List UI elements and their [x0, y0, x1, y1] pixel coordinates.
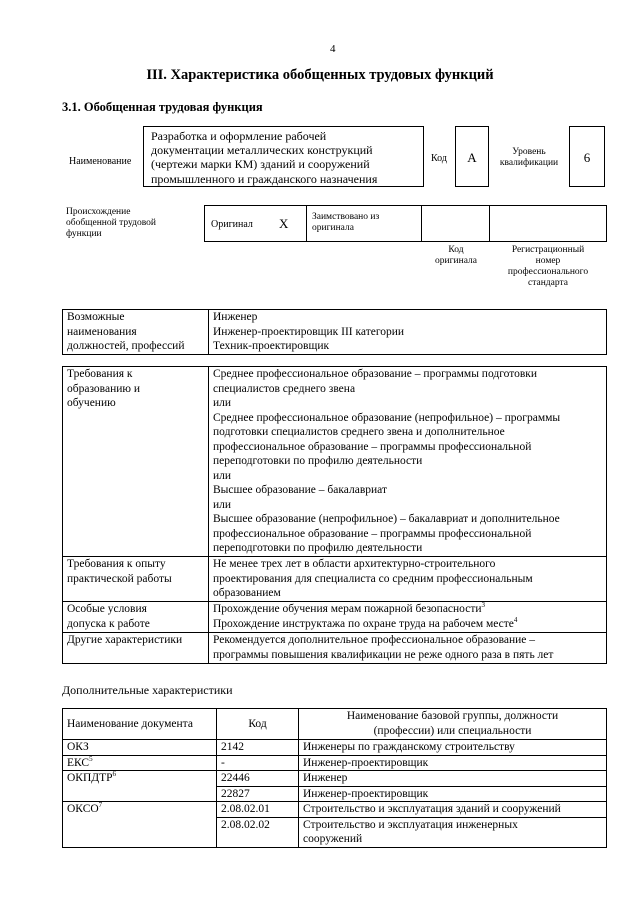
origin-table: [204, 205, 607, 242]
table-row: ОКЗ 2142 Инженеры по гражданскому строительству: [63, 740, 607, 756]
requirement-label: Особые условия допуска к работе: [63, 602, 209, 633]
origin-label: Происхождение обобщенной трудовой функции: [66, 207, 156, 239]
education-row: [63, 367, 607, 557]
header-code: Код: [217, 709, 299, 740]
borrowed-label: Заимствовано из оригинала: [312, 212, 380, 233]
section-title: III. Характеристика обобщенных трудовых функций: [146, 67, 494, 83]
header-name: Наименование базовой группы, должности (профессии) или специальности: [299, 709, 607, 740]
page-number: 4: [330, 43, 336, 55]
function-name-box: Разработка и оформление рабочей документации металлических конструкций (чертежи марки КМ) зданий и сооружений промышленного и гражданского назначения: [143, 126, 424, 187]
requirement-value: Прохождение обучения мерам пожарной безопасности$^3$ Прохождение инструктажа по охране труда на рабочем месте$^4$: [209, 602, 607, 633]
requirement-value: Не менее трех лет в области архитектурно-строительного проектирования для специалиста со средним профессиональным образованием: [209, 557, 607, 602]
subsection-title: 3.1. Обобщенная трудовая функция: [62, 100, 263, 114]
table-row: ЕКС$^5$ - Инженер-проектировщик: [63, 755, 607, 771]
code-label: Код: [431, 153, 447, 164]
table-row: 2.08.02.02 Строительство и эксплуатация инженерных сооружений: [63, 817, 607, 847]
additional-table: [62, 708, 607, 848]
requirement-label: Другие характеристики: [63, 633, 209, 664]
table-row: ОКСО$^7$ 2.08.02.01 Строительство и эксплуатация зданий и сооружений: [63, 802, 607, 818]
additional-title: Дополнительные характеристики: [62, 683, 233, 697]
original-mark: Х: [279, 216, 289, 231]
code-value: А: [455, 126, 489, 187]
positions-label: Возможные наименования должностей, профессий: [63, 310, 209, 355]
level-label: Уровень квалификации: [499, 147, 559, 168]
header-doc: Наименование документа: [63, 709, 217, 740]
requirement-label: Требования к образованию и обучению: [63, 367, 209, 557]
code-caption: Код оригинала: [435, 245, 477, 266]
requirement-value: Среднее профессиональное образование – программы подготовки специалистов среднего звена или Среднее профессиональное образование (непрофильное) – программы подготовки специалистов среднего звена и дополнительное профессиональное образование – программы профессиональной переподготовки по профилю деятельности или Высшее образование – бакалавриат или Высшее образование (непрофильное) – бакалавриат и дополнительное профессиональное образование – программы профессиональной переподготовки по профилю деятельности: [209, 367, 607, 557]
reg-caption: Регистрационный номер профессионального стандарта: [507, 245, 589, 288]
level-value: 6: [569, 126, 605, 187]
positions-values: Инженер Инженер-проектировщик III категории Техник-проектировщик: [209, 310, 607, 355]
requirements-table: [62, 366, 607, 664]
original-label: Оригинал: [211, 219, 253, 230]
positions-table: [62, 309, 607, 355]
table-row: ОКПДТР$^6$ 22446 Инженер: [63, 771, 607, 787]
requirement-label: Требования к опыту практической работы: [63, 557, 209, 602]
experience-row: [63, 557, 607, 602]
table-row: 22827 Инженер-проектировщик: [63, 786, 607, 802]
table-header: [63, 709, 607, 740]
other-row: [63, 633, 607, 664]
name-label: Наименование: [69, 156, 132, 167]
requirement-value: Рекомендуется дополнительное профессиональное образование – программы повышения квалификации не реже одного раза в пять лет: [209, 633, 607, 664]
admission-row: [63, 602, 607, 633]
